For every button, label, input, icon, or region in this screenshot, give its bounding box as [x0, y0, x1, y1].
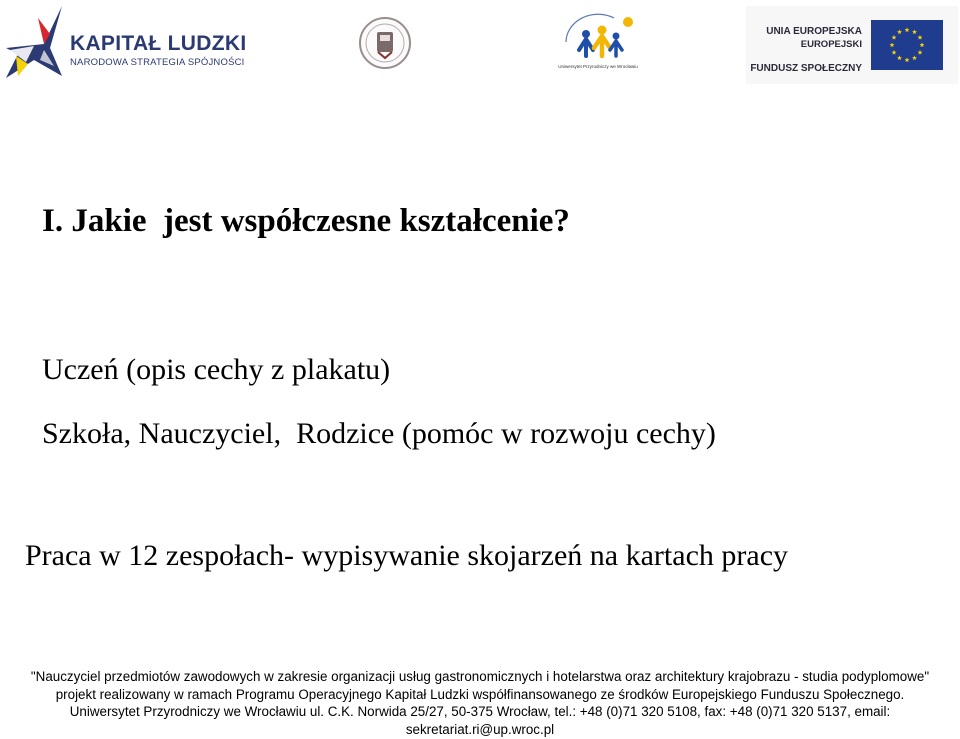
nauczyciel-figures-icon [552, 12, 644, 64]
eu-logo-line-2: EUROPEJSKI [800, 39, 862, 50]
university-seal-icon [358, 16, 412, 70]
eu-logo [746, 6, 958, 84]
eu-logo-line-3: FUNDUSZ SPOŁECZNY [750, 63, 862, 74]
slide-line-szkola: Szkoła, Nauczyciel, Rodzice (pomóc w rozwoju cechy) [42, 417, 716, 450]
kapital-ludzki-logo [4, 4, 254, 82]
slide-heading: I. Jakie jest współczesne kształcenie? [42, 203, 570, 239]
eu-logo-line-1: UNIA EUROPEJSKA [766, 26, 862, 37]
footer-program-info: projekt realizowany w ramach Programu Operacyjnego Kapitał Ludzki współfinansowanego ze środków Europejskiego Funduszu Społecznego. [55, 686, 905, 702]
nauczyciel-logo [552, 12, 644, 74]
kapital-ludzki-title: KAPITAŁ LUDZKI [70, 32, 247, 55]
footer-address: Uniwersytet Przyrodniczy we Wrocławiu ul. C.K. Norwida 25/27, 50-375 Wrocław, tel.: +48 (0)71 320 5108, fax: +48 (0)71 320 5137, email: [69, 704, 891, 719]
footer-email: sekretariat.ri@up.wroc.pl [405, 721, 555, 737]
kapital-ludzki-star-icon [4, 4, 62, 80]
footer-project-title: "Nauczyciel przedmiotów zawodowych w zakresie organizacji usług gastronomicznych i hotelarstwa oraz architektury krajobrazu - studia podyplomowe" [30, 669, 930, 684]
slide-line-uczen: Uczeń (opis cechy z plakatu) [42, 353, 391, 386]
nauczyciel-logo-caption: Uniwersytet Przyrodniczy we Wrocławiu [558, 64, 638, 69]
slide-line-praca: Praca w 12 zespołach- wypisywanie skojarzeń na kartach pracy [25, 539, 789, 572]
eu-flag-icon [871, 20, 943, 70]
kapital-ludzki-subtitle: NARODOWA STRATEGIA SPÓJNOŚCI [70, 57, 245, 68]
project-footer [0, 668, 960, 738]
